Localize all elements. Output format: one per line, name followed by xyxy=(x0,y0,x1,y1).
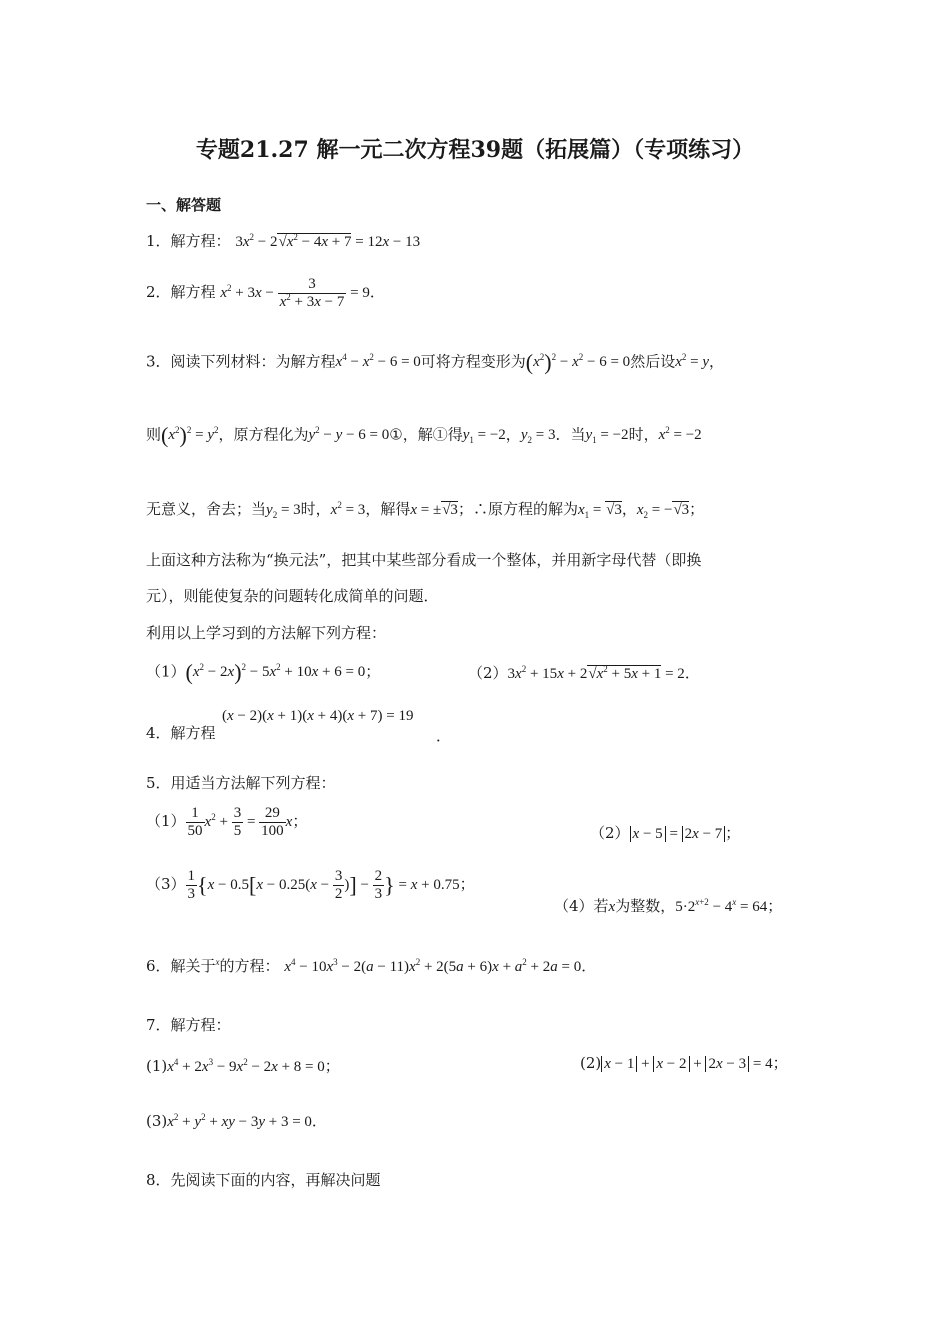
problem-5-sub-1: （1） $\frac{1}{50}$ $x^2$ + $\frac{3}{5}$ = $\frac{29}{100}$ x； xyxy=(146,805,308,839)
problem-3-sub-1-label: （1） xyxy=(146,662,186,681)
problem-2-equation: $x^2 + 3x$ − $\frac{3}{x^2 + 3x - 7}$ = 9 xyxy=(220,276,370,310)
problem-3-line-2: 则$(x^2)^2 = y^2$，原方程化为$y^2 - y - 6$ = 0①，解①得$y_1 = -2$，$y_2 = 3$．当$y_1 = -2$时，$x^2 = -2$ xyxy=(146,423,702,448)
problem-5-sub-2: （2） x − 5 = 2x − 7 ； xyxy=(590,824,741,842)
page-title: 专题21.27 解一元二次方程39题（拓展篇）（专项练习） xyxy=(195,137,755,163)
problem-7-sub-1: $(1)x^4 + 2x^3 - 9x^2 - 2x + 8 = 0$； xyxy=(146,1057,340,1075)
problem-3-therefore: ；∴原方程的解为 xyxy=(457,500,578,518)
problem-4 xyxy=(146,722,216,743)
problem-7-sub-2: (2) x − 1 + x − 2 + 2x − 3 = 4； xyxy=(580,1054,788,1072)
problem-2-label: 2．解方程 xyxy=(146,282,216,301)
problem-6: 6．解关于$^x$的方程： $x^4 - 10x^3 - 2(a - 11)x^2 + 2(5a + 6)x + a^2 + 2a = 0$． xyxy=(146,957,597,975)
problem-3-ze: 则 xyxy=(146,425,162,444)
problem-3-sub-1: $(1)(x^2 - 2x)^2 - 5x^2 + 10x + 6 = 0$； xyxy=(146,660,381,685)
problem-7-sub-3-label: (3) xyxy=(146,1112,168,1130)
problem-4-label: 4．解方程 xyxy=(146,724,216,742)
problem-7-label: 7．解方程： xyxy=(146,1016,231,1034)
problem-6-label: 6．解关于 xyxy=(146,957,216,975)
problem-3-sub-2: $(2)3x^2 + 15x + 2√x^2 + 5x + 1 = 2$． xyxy=(468,664,700,682)
problem-3-line-3: 无意义，舍去；当$y_2 = 3$时，$x^2 = 3$，解得x = ±√3；∴原方程的解为$x_1 = √3$，$x_2 = -√3$； xyxy=(146,500,705,520)
problem-4-equation: (x − 2)(x + 1)(x + 4)(x + 7) = 19 xyxy=(222,708,414,724)
problem-1-equation: $3x^2 - 2√x^2 - 4x + 7 = 12x - 13$ xyxy=(235,232,421,250)
problem-3-sub-2-label: （2） xyxy=(468,664,508,682)
problem-3-jiede: ，解得 xyxy=(365,500,411,518)
problem-3-intro: 3．阅读下列材料：为解方程 xyxy=(146,352,336,371)
problem-4-period: ． xyxy=(436,727,452,745)
problem-3-shi: 时， xyxy=(628,425,659,444)
section-heading: 一、解答题 xyxy=(146,196,222,214)
problem-6-label-2: 的方程： xyxy=(219,957,280,975)
problem-1-label: 1．解方程： xyxy=(146,232,231,250)
problem-5-sub-3: （3） $\frac{1}{3}$ {x − 0.5[x − 0.25(x − $\frac{3}{2}$ )] − $\frac{2}{3}$ } = x + 0.75； xyxy=(146,868,475,902)
problem-5-sub-4: （4）若x为整数，$5\cdot 2^{x+2} - 4^x = 64$； xyxy=(554,897,783,915)
problem-3-line-1: 3．阅读下列材料：为解方程$x^4 - x^2 - 6 = 0$可将方程变形为$(x^2)^2 - x^2 - 6 = 0$然后设$x^2 = y$， xyxy=(146,350,725,375)
problem-3-para-2: 元），则能使复杂的问题转化成简单的问题． xyxy=(146,587,439,605)
problem-1 xyxy=(146,230,420,251)
problem-3-para-1: 上面这种方法称为“换元法”，把其中某些部分看成一个整体，并用新字母代替（即换 xyxy=(146,551,702,569)
problem-3-becomes: ，原方程化为 xyxy=(218,425,309,444)
problem-5-sub-4-cond: 为整数， xyxy=(615,897,676,915)
problem-5-sub-4-label: （4）若 xyxy=(554,897,609,915)
problem-3-meaningless: 无意义，舍去；当 xyxy=(146,500,267,518)
problem-5-sub-2-label: （2） xyxy=(590,824,630,842)
problem-3-can: 可将方程变形为 xyxy=(420,352,526,371)
problem-3-para-3: 利用以上学习到的方法解下列方程： xyxy=(146,624,387,642)
problem-3-then-set: 然后设 xyxy=(630,352,676,371)
problem-8-label: 8．先阅读下面的内容，再解决问题 xyxy=(146,1171,381,1189)
problem-6-equation: $x^4 - 10x^3 - 2(a - 11)x^2 + 2(5a + 6)x + a^2 + 2a = 0$ xyxy=(284,957,582,975)
problem-7-sub-3: $(3)x^2 + y^2$ + xy − 3y + 3 = 0． xyxy=(146,1112,327,1130)
problem-7-sub-2-label: (2) xyxy=(580,1054,602,1072)
problem-3-when: ．当 xyxy=(555,425,586,444)
problem-5-sub-1-label: （1） xyxy=(146,811,186,830)
problem-2: 2．解方程 $x^2 + 3x$ − $\frac{3}{x^2 + 3x - 7}$ = 9． xyxy=(146,276,385,310)
problem-5-label: 5．用适当方法解下列方程： xyxy=(146,774,336,792)
problem-3-shi-2: 时， xyxy=(300,500,331,518)
problem-5-sub-3-label: （3） xyxy=(146,874,186,893)
problem-7-sub-1-label: (1) xyxy=(146,1057,168,1075)
problem-3-solve: ，解①得 xyxy=(402,425,463,444)
